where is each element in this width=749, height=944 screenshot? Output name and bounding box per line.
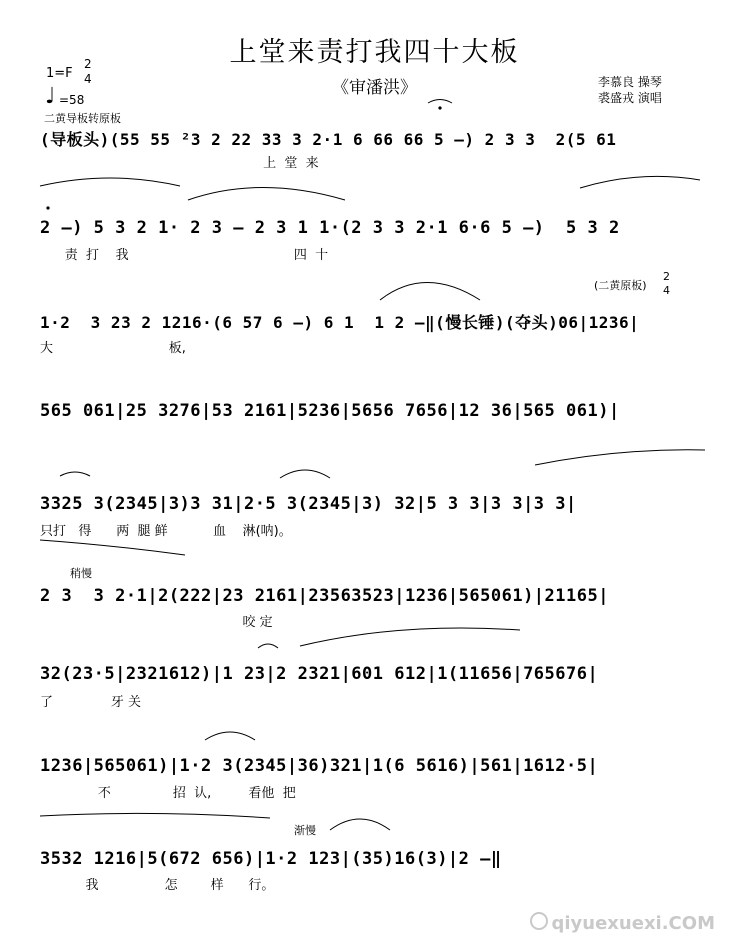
- fermata-dot: [438, 106, 441, 109]
- tempo-jianman: 渐慢: [294, 824, 316, 837]
- slur-arc: [258, 644, 278, 648]
- slur-arc: [188, 188, 345, 201]
- lyric-row-3: 大 板,: [40, 341, 186, 356]
- notation-row-3: 1·2 3 23 2 1216·(6 57 6 –) 6 1 1 2 –‖(慢长锤)(夺头)06|1236|: [40, 313, 640, 332]
- site-watermark: qiyuexuexi.COM: [530, 912, 716, 934]
- time-signature-top: 2: [84, 57, 92, 71]
- slur-arc: [428, 100, 452, 104]
- notation-row-4: 565 061|25 3276|53 2161|5236|5656 7656|12 36|565 061)|: [40, 401, 620, 421]
- slur-arc: [330, 819, 390, 830]
- slur-arc: [380, 283, 480, 301]
- key-signature: 1=F: [46, 66, 73, 81]
- notation-row-5: 3325 3(2345|3)3 31|2·5 3(2345|3) 32|5 3 3|3 3|3 3|: [40, 494, 577, 514]
- slur-arc: [300, 628, 520, 646]
- lyric-row-1: 上 堂 来: [40, 156, 319, 171]
- banshi-label: 二黄导板转原板: [44, 112, 121, 125]
- credit-singer: 裘盛戎 演唱: [598, 91, 662, 105]
- erhuang-yuanban-mark: (二黄原板): [594, 279, 647, 292]
- slur-arc: [60, 472, 90, 476]
- lyric-row-6: 咬 定: [40, 615, 273, 630]
- logo-icon: [530, 912, 548, 930]
- notation-row-7: 32(23·5|2321612)|1 23|2 2321|601 612|1(11656|765676|: [40, 664, 599, 684]
- notation-row-1: (导板头)(55 55 ²3 2 22 33 3 2·1 6 66 66 5 –) 2 3 3 2(5 61: [40, 130, 617, 149]
- quarter-note-icon: ♩: [45, 84, 56, 109]
- time-signature-2-top: 2: [663, 270, 670, 283]
- slur-arc: [580, 176, 700, 188]
- opera-subtitle: 《审潘洪》: [332, 78, 417, 98]
- lyric-row-8: 不 招 认, 看他 把: [40, 786, 296, 801]
- slur-arc: [280, 470, 330, 478]
- lyric-row-5: 只打 得 两 腿 鲜 血 淋(呐)。: [40, 524, 292, 539]
- slur-arc: [535, 450, 705, 465]
- time-signature-2-bottom: 4: [663, 284, 670, 297]
- notation-row-6: 2 3 3 2·1|2(222|23 2161|23563523|1236|565061)|21165|: [40, 586, 609, 606]
- fermata-dot: [46, 206, 49, 209]
- slur-arc: [40, 178, 180, 186]
- slur-arc: [40, 540, 185, 555]
- credit-accompanist: 李慕良 操琴: [598, 75, 662, 89]
- notation-row-2: 2 –) 5 3 2 1· 2 3 – 2 3 1 1·(2 3 3 2·1 6·6 5 –) 5 3 2: [40, 218, 620, 238]
- lyric-row-2: 责 打 我 四 十: [40, 248, 329, 263]
- slur-arc: [205, 732, 255, 740]
- time-signature-bottom: 4: [84, 72, 92, 86]
- tempo-shaoman: 稍慢: [70, 567, 92, 580]
- lyric-row-9: 我 怎 样 行。: [40, 878, 275, 893]
- notation-row-9: 3532 1216|5(672 656)|1·2 123|(35)16(3)|2 –‖: [40, 849, 502, 869]
- song-title: 上堂来责打我四十大板: [229, 37, 520, 68]
- lyric-row-7: 了 牙 关: [40, 695, 141, 710]
- notation-row-8: 1236|565061)|1·2 3(2345|36)321|1(6 5616)|561|1612·5|: [40, 756, 599, 776]
- slur-arc: [40, 813, 270, 818]
- tempo-mark: =58: [59, 93, 85, 107]
